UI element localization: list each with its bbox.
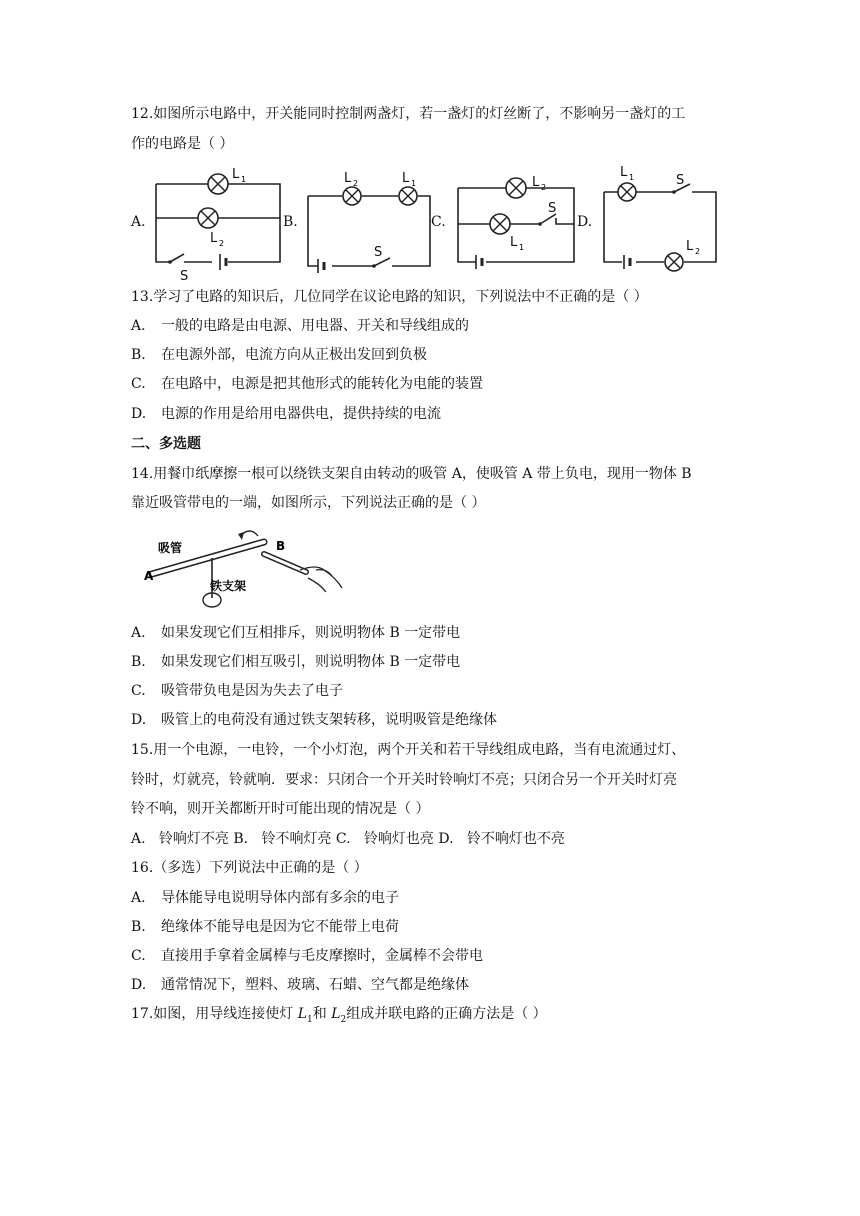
lamp-icon: [399, 187, 417, 205]
svg-text:L: L: [402, 171, 410, 186]
q13-stem: 13.学习了电路的知识后，几位同学在议论电路的知识，下列说法中不正确的是（ ）: [131, 289, 648, 305]
q13-option-d: D. 电源的作用是给用电器供电，提供持续的电流: [131, 406, 441, 422]
label-s: S: [180, 269, 189, 284]
svg-text:L: L: [344, 171, 352, 186]
switch-icon: [170, 254, 184, 262]
label-l1: L: [232, 167, 240, 182]
q16-stem: 16.（多选）下列说法中正确的是（ ）: [131, 860, 368, 876]
svg-text:1: 1: [629, 173, 635, 182]
lamp-icon: [618, 183, 636, 201]
svg-text:L: L: [510, 235, 518, 250]
q12-stem-line1: 12.如图所示电路中，开关能同时控制两盏灯，若一盏灯的灯丝断了，不影响另一盏灯的工: [131, 106, 686, 122]
svg-text:2: 2: [541, 183, 547, 192]
svg-text:2: 2: [353, 179, 359, 188]
lamp-icon: [490, 214, 510, 234]
svg-text:S: S: [548, 201, 557, 216]
straw-figure: [140, 526, 350, 614]
svg-text:L: L: [686, 239, 694, 254]
circuit-diagram-b: [302, 168, 432, 268]
q15-options: A. 铃响灯不亮 B. 铃不响灯亮 C. 铃响灯也亮 D. 铃不响灯也不亮: [131, 831, 565, 847]
q14-stem-line1: 14.用餐巾纸摩擦一根可以绕铁支架自由转动的吸管 A，使吸管 A 带上负电，现用一物体 B: [131, 466, 692, 482]
label-l2: L: [210, 231, 218, 246]
q14-option-b: B. 如果发现它们相互吸引，则说明物体 B 一定带电: [131, 654, 461, 670]
q16-option-d: D. 通常情况下，塑料、玻璃、石蜡、空气都是绝缘体: [131, 977, 469, 993]
lamp-icon: [343, 187, 361, 205]
section-heading: 二、多选题: [131, 436, 201, 452]
q16-option-a: A. 导体能导电说明导体内部有多余的电子: [131, 890, 399, 906]
q12-stem-line2: 作的电路是（ ）: [131, 136, 234, 152]
label-a: A: [144, 569, 154, 583]
svg-text:1: 1: [519, 243, 525, 252]
svg-text:S: S: [374, 245, 383, 260]
q15-stem-line1: 15.用一个电源，一电铃，一个小灯泡，两个开关和若干导线组成电路，当有电流通过灯、: [131, 742, 686, 758]
lamp-icon: [506, 178, 526, 198]
q13-option-a: A. 一般的电路是由电源、用电器、开关和导线组成的: [131, 318, 469, 334]
circuit-diagram-d: [600, 164, 720, 268]
q15-stem-line2: 铃时，灯就亮，铃就响．要求：只闭合一个开关时铃响灯不亮；只闭合另一个开关时灯亮: [131, 772, 677, 788]
lamp-icon: [208, 174, 228, 194]
svg-text:1: 1: [411, 179, 417, 188]
q12-choice-a-label: A.: [131, 214, 146, 230]
q14-option-d: D. 吸管上的电荷没有通过铁支架转移，说明吸管是绝缘体: [131, 712, 497, 728]
q12-choice-d-label: D.: [577, 214, 593, 230]
circuit-diagram-a: [150, 164, 285, 284]
q12-choice-b-label: B.: [283, 214, 298, 230]
q16-option-c: C. 直接用手拿着金属棒与毛皮摩擦时，金属棒不会带电: [131, 948, 483, 964]
circuit-diagram-c: [452, 164, 582, 268]
svg-text:S: S: [676, 173, 685, 188]
svg-text:2: 2: [219, 239, 225, 248]
svg-text:1: 1: [241, 175, 247, 184]
label-straw: 吸管: [158, 541, 183, 555]
svg-text:L: L: [620, 165, 628, 180]
q14-stem-line2: 靠近吸管带电的一端，如图所示，下列说法正确的是（ ）: [131, 495, 486, 511]
svg-text:2: 2: [695, 247, 701, 256]
label-stand: 铁支架: [210, 579, 247, 593]
lamp-icon: [665, 253, 683, 271]
lamp-icon: [198, 208, 218, 228]
q12-choice-c-label: C.: [431, 214, 446, 230]
label-b: B: [276, 539, 286, 553]
q13-option-c: C. 在电路中，电源是把其他形式的能转化为电能的装置: [131, 376, 483, 392]
q14-option-a: A. 如果发现它们互相排斥，则说明物体 B 一定带电: [131, 625, 461, 641]
q17-stem: 17.如图，用导线连接使灯 $L_1$和 $L_2$组成并联电路的正确方法是（ ）: [131, 1006, 547, 1025]
q16-option-b: B. 绝缘体不能导电是因为它不能带上电荷: [131, 919, 399, 935]
q13-option-b: B. 在电源外部，电流方向从正极出发回到负极: [131, 347, 427, 363]
q14-option-c: C. 吸管带负电是因为失去了电子: [131, 683, 343, 699]
svg-text:L: L: [532, 175, 540, 190]
q15-stem-line3: 铃不响，则开关都断开时可能出现的情况是（ ）: [131, 801, 430, 817]
